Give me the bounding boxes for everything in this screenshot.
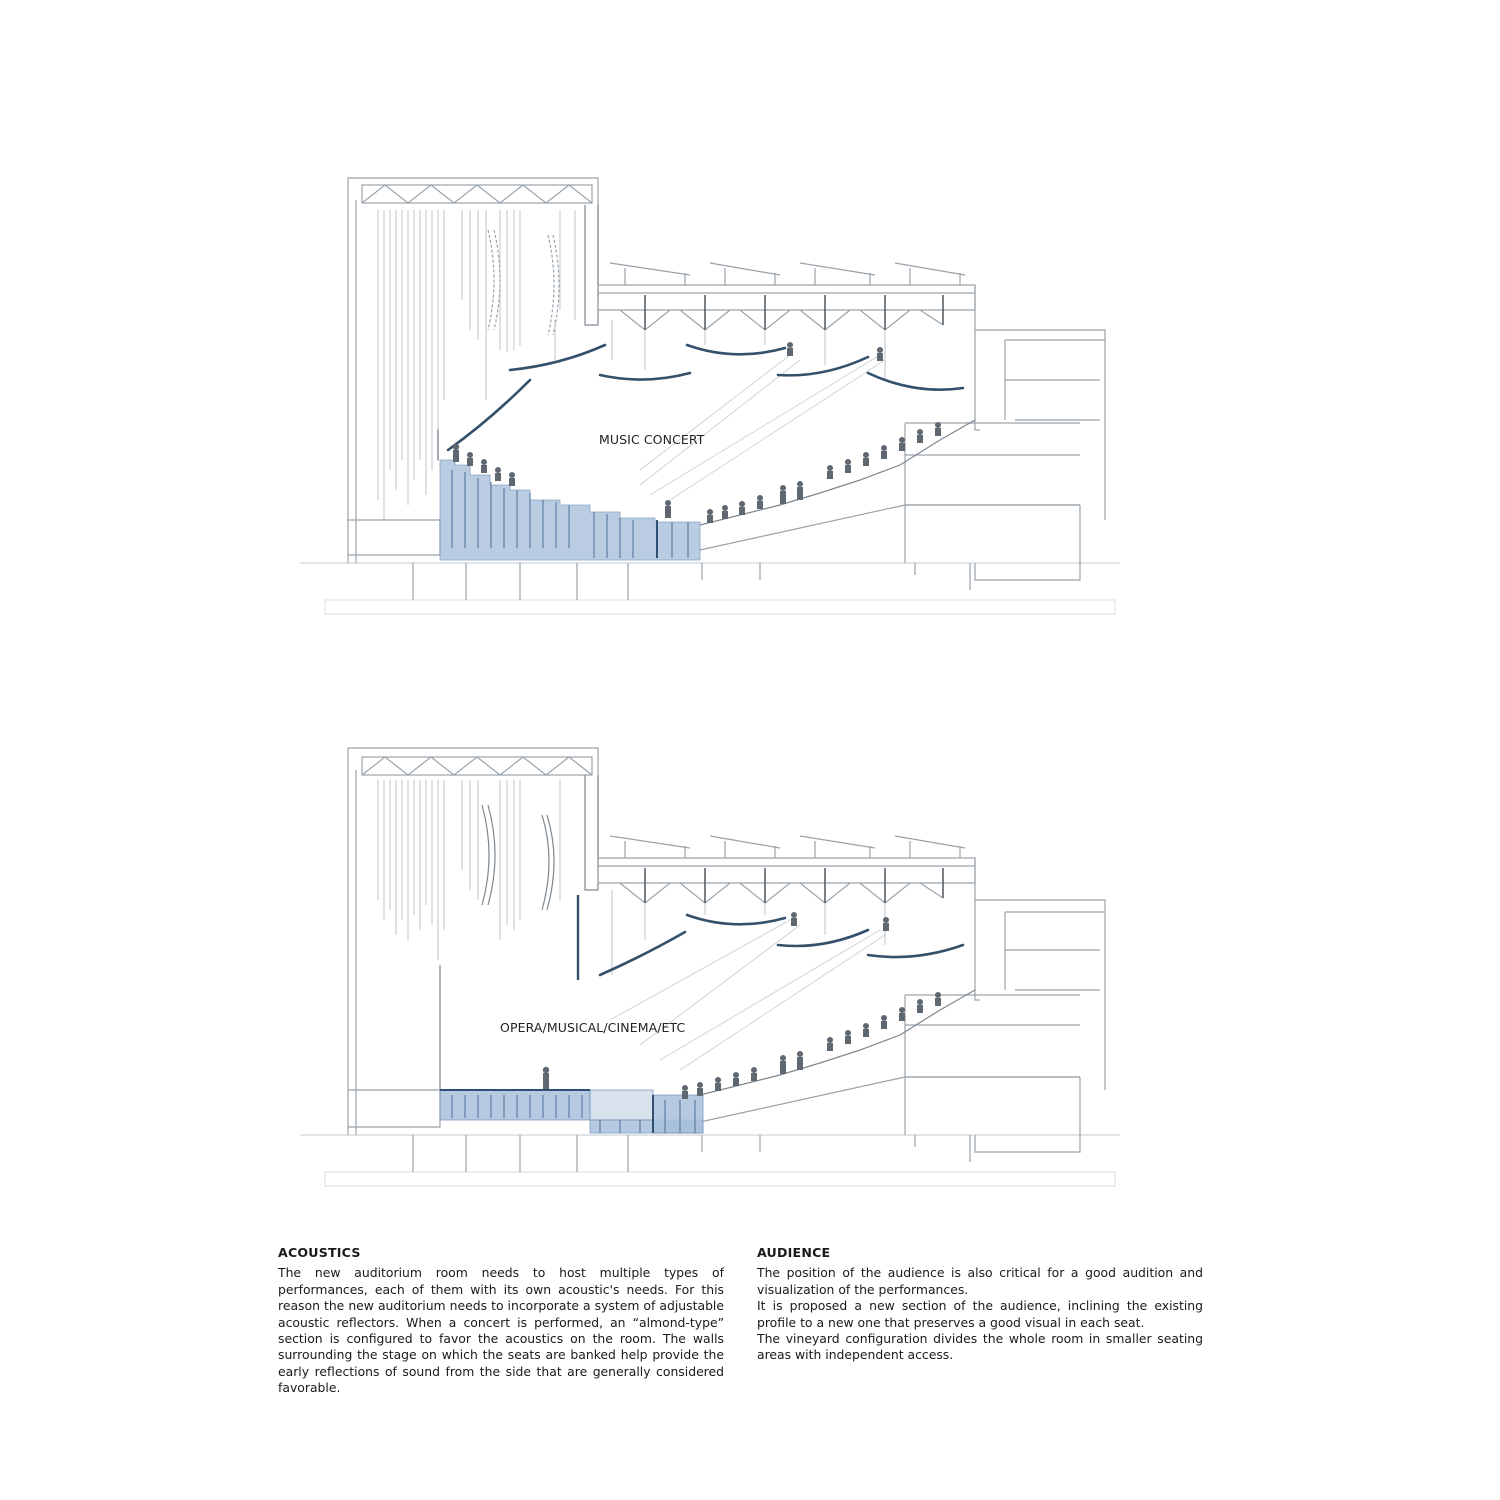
acoustics-body: The new auditorium room needs to host multiple types of performances, each of them with its own acoustic's needs. For this reason the new auditorium needs to incorporate a system of adjustable acoustic reflectors. When a concert is performed, an “almond-type” section is configured to favor the acoustics on the room. The walls surrounding the stage on which the seats are banked help provide the early reflections of sound from the side that are generally considered favorable.	[278, 1265, 724, 1396]
audience-text-block	[757, 1245, 1203, 1364]
auditorium-section-drawing	[0, 170, 1500, 620]
section-opera-musical-cinema	[0, 735, 1500, 1190]
acoustics-heading: ACOUSTICS	[278, 1245, 361, 1260]
mode-label-music-concert: MUSIC CONCERT	[599, 432, 705, 447]
section-music-concert	[0, 170, 1500, 620]
mode-label-opera: OPERA/MUSICAL/CINEMA/ETC	[500, 1020, 686, 1035]
audience-heading: AUDIENCE	[757, 1245, 831, 1260]
audience-paragraph: It is proposed a new section of the audience, inclining the existing profile to a new one that preserves a good visual in each seat.	[757, 1298, 1203, 1330]
auditorium-section-drawing	[0, 735, 1500, 1190]
acoustics-text-block	[278, 1245, 724, 1397]
audience-paragraph: The vineyard configuration divides the whole room in smaller seating areas with independent access.	[757, 1331, 1203, 1363]
audience-paragraph: The position of the audience is also critical for a good audition and visualization of the performances.	[757, 1265, 1203, 1297]
